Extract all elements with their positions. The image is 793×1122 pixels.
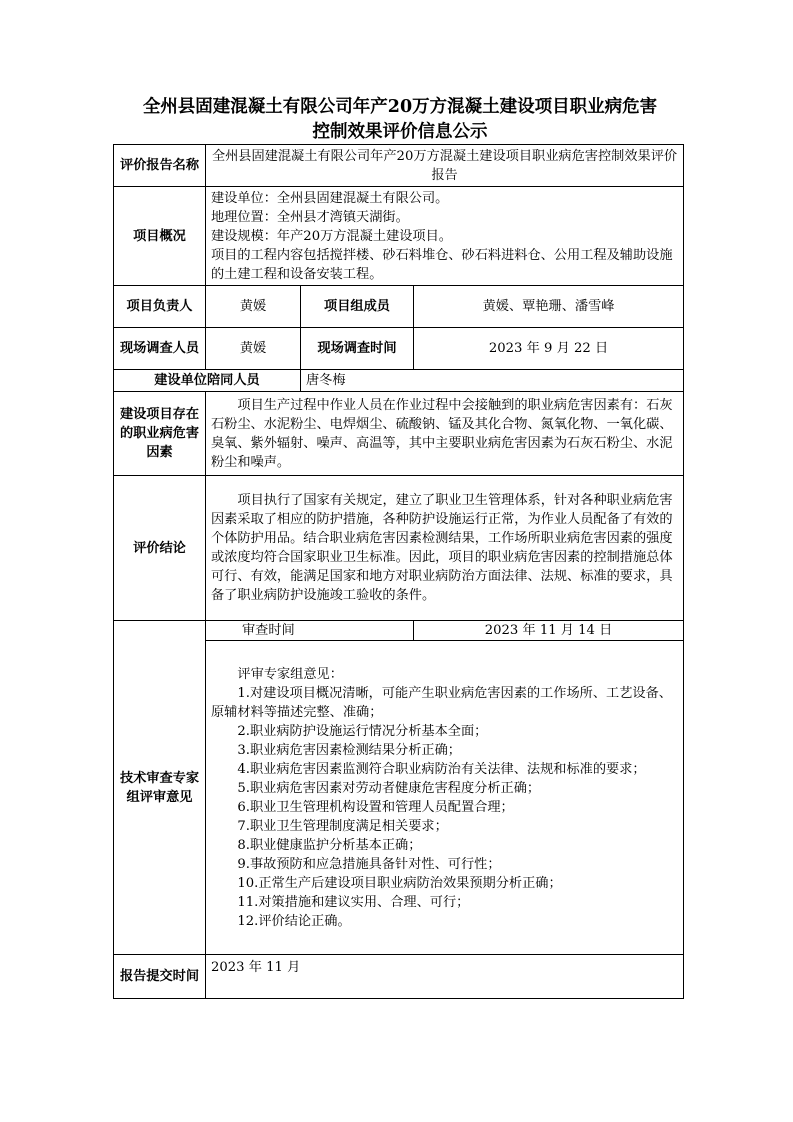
- overview-unit: 建设单位：全州县固建混凝土有限公司。: [211, 190, 449, 206]
- review-item: 8.职业健康监护分析基本正确；: [237, 837, 422, 853]
- review-item: 9.事故预防和应急措施具备针对性、可行性；: [237, 856, 501, 872]
- review-item: 10.正常生产后建设项目职业病防治效果预期分析正确；: [237, 875, 562, 891]
- escort-label: 建设单位陪同人员: [114, 370, 301, 392]
- survey-time-label: 现场调查时间: [301, 328, 414, 370]
- review-item: 6.职业卫生管理机构设置和管理人员配置合理；: [237, 799, 514, 815]
- conclusion-label: 评价结论: [114, 476, 206, 621]
- survey-value: 黄媛: [206, 328, 301, 370]
- survey-label: 现场调查人员: [114, 328, 206, 370]
- review-item: 4.职业病危害因素监测符合职业病防治有关法律、法规和标准的要求；: [237, 761, 646, 777]
- review-item: 12.评价结论正确。: [237, 913, 351, 929]
- conclusion-text: 项目执行了国家有关规定，建立了职业卫生管理体系，针对各种职业病危害因素采取了相应的防护措施，各种防护设施运行正常，为作业人员配备了有效的个体防护用品。结合职业病危害因素检测结果，工作场所职业病危害因素的强度或浓度均符合国家职业卫生标准。因此，项目的职业病危害因素的控制措施总体可行、有效，能满足国家和地方对职业病防治方面法律、法规、标准的要求，具备了职业病防护设施竣工验收的条件。: [211, 493, 673, 603]
- row-submit: [114, 955, 684, 999]
- escort-value: 唐冬梅: [301, 370, 684, 392]
- leader-label: 项目负责人: [114, 286, 206, 328]
- row-report-name: [114, 145, 684, 187]
- report-name-value: 全州县固建混凝土有限公司年产20万方混凝土建设项目职业病危害控制效果评价报告: [206, 145, 684, 187]
- submit-value: 2023 年 11 月: [206, 955, 684, 999]
- overview-value: [206, 187, 684, 286]
- row-escort: [114, 370, 684, 392]
- review-item: 1.对建设项目概况清晰，可能产生职业病危害因素的工作场所、工艺设备、原辅材料等描述完整、准确；: [211, 685, 672, 720]
- hazards-text: 项目生产过程中作业人员在作业过程中会接触到的职业病危害因素有：石灰石粉尘、水泥粉尘、电焊烟尘、硫酸钠、锰及其化合物、氮氧化物、一氧化碳、臭氧、紫外辐射、噪声、高温等，其中主要职业病危害因素为石灰石粉尘、水泥粉尘和噪声。: [211, 397, 673, 470]
- info-table: [113, 144, 684, 999]
- hazards-value: [206, 392, 684, 476]
- hazards-label: 建设项目存在的职业病危害因素: [114, 392, 206, 476]
- row-leader: [114, 286, 684, 328]
- review-heading: 评审专家组意见：: [237, 666, 343, 682]
- review-label: 技术审查专家组评审意见: [114, 621, 206, 955]
- submit-label: 报告提交时间: [114, 955, 206, 999]
- survey-time-value: 2023 年 9 月 22 日: [414, 328, 684, 370]
- review-item: 2.职业病防护设施运行情况分析基本全面；: [237, 723, 488, 739]
- overview-scale: 建设规模：年产20万方混凝土建设项目。: [211, 228, 452, 244]
- report-name-label: 评价报告名称: [114, 145, 206, 187]
- row-review-time: [114, 621, 684, 641]
- overview-content: 项目的工程内容包括搅拌楼、砂石料堆仓、砂石料进料仓、公用工程及辅助设施的土建工程和设备安装工程。: [211, 247, 673, 282]
- review-item: 5.职业病危害因素对劳动者健康危害程度分析正确；: [237, 780, 541, 796]
- review-item: 7.职业卫生管理制度满足相关要求；: [237, 818, 448, 834]
- title-line-2: 控制效果评价信息公示: [312, 122, 488, 142]
- review-time-label: 审查时间: [206, 621, 414, 641]
- review-item: 11.对策措施和建议实用、合理、可行；: [237, 894, 470, 910]
- page-title: [100, 95, 700, 145]
- members-label: 项目组成员: [301, 286, 414, 328]
- review-time-value: 2023 年 11 月 14 日: [414, 621, 684, 641]
- review-item: 3.职业病危害因素检测结果分析正确；: [237, 742, 461, 758]
- row-overview: [114, 187, 684, 286]
- title-line-1: 全州县固建混凝土有限公司年产20万方混凝土建设项目职业病危害: [142, 97, 658, 117]
- conclusion-value: [206, 476, 684, 621]
- row-conclusion: [114, 476, 684, 621]
- leader-value: 黄媛: [206, 286, 301, 328]
- review-opinion: [206, 641, 684, 955]
- row-hazards: [114, 392, 684, 476]
- overview-location: 地理位置：全州县才湾镇天湖街。: [211, 209, 409, 225]
- members-value: 黄媛、覃艳珊、潘雪峰: [414, 286, 684, 328]
- overview-label: 项目概况: [114, 187, 206, 286]
- row-survey: [114, 328, 684, 370]
